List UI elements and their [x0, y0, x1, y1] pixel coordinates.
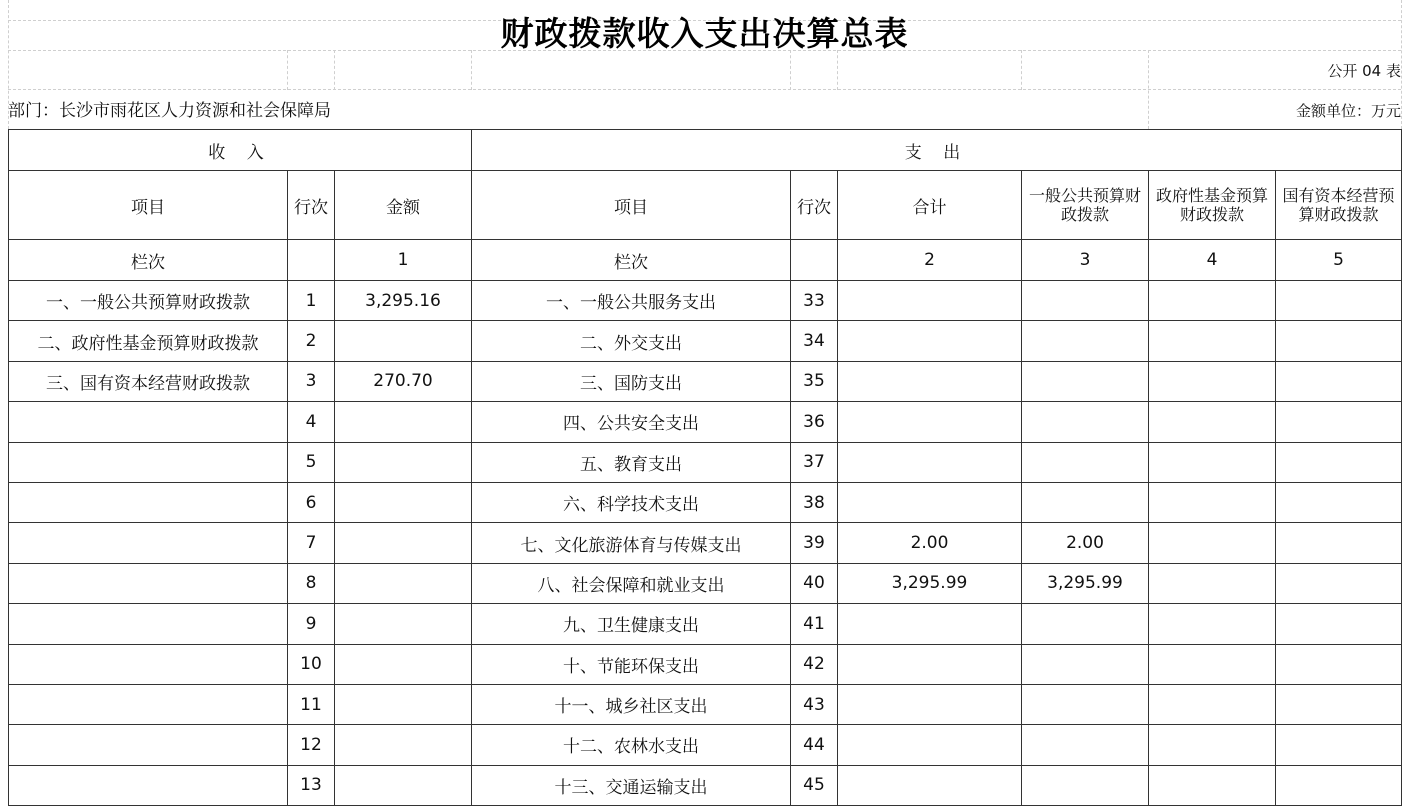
general-budget-cell[interactable] — [1022, 604, 1149, 644]
state-capital-cell[interactable] — [1276, 765, 1402, 805]
gridline — [8, 89, 1401, 90]
col-gov-fund[interactable]: 政府性基金预算财政拨款 — [1149, 171, 1276, 240]
gov-fund-cell[interactable] — [1149, 402, 1276, 442]
gov-fund-cell[interactable] — [1149, 604, 1276, 644]
income-row-no-cell[interactable]: 9 — [288, 604, 335, 644]
col-income-amount[interactable]: 金额 — [335, 171, 472, 240]
table-row — [9, 604, 1402, 644]
general-budget-cell[interactable] — [1022, 725, 1149, 765]
gov-fund-cell[interactable] — [1149, 523, 1276, 563]
department-label: 部门：长沙市雨花区人力资源和社会保障局 — [8, 101, 331, 121]
expense-row-no-cell[interactable]: 45 — [791, 765, 838, 805]
col-expense-row-no[interactable]: 行次 — [791, 171, 838, 240]
gridline — [334, 50, 335, 90]
table-row — [9, 442, 1402, 482]
general-budget-cell[interactable] — [1022, 684, 1149, 724]
expense-row-no-cell[interactable]: 34 — [791, 321, 838, 361]
income-amount-cell[interactable]: 270.70 — [335, 361, 472, 401]
income-item-cell[interactable] — [9, 725, 288, 765]
state-capital-cell[interactable] — [1276, 644, 1402, 684]
general-budget-cell[interactable] — [1022, 442, 1149, 482]
expense-row-no-cell[interactable]: 43 — [791, 684, 838, 724]
gridline — [471, 50, 472, 90]
table-row — [9, 765, 1402, 805]
income-amount-cell[interactable] — [335, 442, 472, 482]
income-item-cell[interactable] — [9, 523, 288, 563]
total-cell[interactable] — [838, 725, 1022, 765]
total-cell[interactable] — [838, 361, 1022, 401]
expense-row-no-cell[interactable]: 37 — [791, 442, 838, 482]
expense-row-no-cell[interactable]: 33 — [791, 281, 838, 321]
total-cell[interactable]: 2.00 — [838, 523, 1022, 563]
expense-item-cell[interactable]: 一、一般公共服务支出 — [472, 281, 791, 321]
state-capital-cell[interactable] — [1276, 361, 1402, 401]
expense-row-no-cell[interactable]: 39 — [791, 523, 838, 563]
income-row-no-cell[interactable]: 5 — [288, 442, 335, 482]
table-row — [9, 402, 1402, 442]
general-budget-cell[interactable] — [1022, 281, 1149, 321]
table-row — [9, 644, 1402, 684]
column-index-row — [9, 240, 1402, 281]
expense-item-cell[interactable]: 六、科学技术支出 — [472, 482, 791, 522]
income-row-no-cell[interactable]: 3 — [288, 361, 335, 401]
gov-fund-cell[interactable] — [1149, 765, 1276, 805]
income-amount-cell[interactable] — [335, 725, 472, 765]
report-title: 财政拨款收入支出决算总表 — [500, 14, 909, 53]
index-col-2[interactable]: 2 — [838, 240, 1022, 281]
income-row-no-cell[interactable]: 11 — [288, 684, 335, 724]
expense-item-cell[interactable]: 八、社会保障和就业支出 — [472, 563, 791, 603]
amount-unit-label: 金额单位：万元 — [1295, 102, 1401, 120]
income-row-no-cell[interactable]: 13 — [288, 765, 335, 805]
income-item-cell[interactable] — [9, 442, 288, 482]
state-capital-cell[interactable] — [1276, 684, 1402, 724]
index-cell[interactable] — [288, 240, 335, 281]
form-number: 公开 04 表 — [1327, 62, 1401, 80]
total-cell[interactable] — [838, 644, 1022, 684]
income-item-cell[interactable] — [9, 402, 288, 442]
state-capital-cell[interactable] — [1276, 442, 1402, 482]
income-item-cell[interactable] — [9, 563, 288, 603]
table-row — [9, 321, 1402, 361]
gov-fund-cell[interactable] — [1149, 684, 1276, 724]
income-amount-cell[interactable] — [335, 644, 472, 684]
col-total[interactable]: 合计 — [838, 171, 1022, 240]
table-row — [9, 523, 1402, 563]
total-cell[interactable] — [838, 281, 1022, 321]
gov-fund-cell[interactable] — [1149, 361, 1276, 401]
gov-fund-cell[interactable] — [1149, 321, 1276, 361]
gov-fund-cell[interactable] — [1149, 725, 1276, 765]
total-cell[interactable] — [838, 604, 1022, 644]
index-col-3[interactable]: 3 — [1022, 240, 1149, 281]
index-col-5[interactable]: 5 — [1276, 240, 1402, 281]
gov-fund-cell[interactable] — [1149, 442, 1276, 482]
index-income-label[interactable]: 栏次 — [9, 240, 288, 281]
gridline — [790, 50, 791, 90]
state-capital-cell[interactable] — [1276, 523, 1402, 563]
index-col-4[interactable]: 4 — [1149, 240, 1276, 281]
index-col-1[interactable]: 1 — [335, 240, 472, 281]
col-state-capital[interactable]: 国有资本经营预算财政拨款 — [1276, 171, 1402, 240]
expense-row-no-cell[interactable]: 42 — [791, 644, 838, 684]
income-amount-cell[interactable] — [335, 523, 472, 563]
expense-row-no-cell[interactable]: 36 — [791, 402, 838, 442]
general-budget-cell[interactable]: 2.00 — [1022, 523, 1149, 563]
income-item-cell[interactable]: 一、一般公共预算财政拨款 — [9, 281, 288, 321]
index-expense-label[interactable]: 栏次 — [472, 240, 791, 281]
income-row-no-cell[interactable]: 7 — [288, 523, 335, 563]
table-row — [9, 563, 1402, 603]
state-capital-cell[interactable] — [1276, 321, 1402, 361]
expense-section-header[interactable]: 支 出 — [472, 130, 1402, 171]
table-row — [9, 361, 1402, 401]
expense-row-no-cell[interactable]: 38 — [791, 482, 838, 522]
gov-fund-cell[interactable] — [1149, 563, 1276, 603]
state-capital-cell[interactable] — [1276, 482, 1402, 522]
expense-row-no-cell[interactable]: 35 — [791, 361, 838, 401]
table-row — [9, 725, 1402, 765]
general-budget-cell[interactable] — [1022, 361, 1149, 401]
gov-fund-cell[interactable] — [1149, 644, 1276, 684]
col-income-row-no[interactable]: 行次 — [288, 171, 335, 240]
income-amount-cell[interactable] — [335, 321, 472, 361]
income-item-cell[interactable] — [9, 765, 288, 805]
expense-row-no-cell[interactable]: 40 — [791, 563, 838, 603]
gov-fund-cell[interactable] — [1149, 281, 1276, 321]
total-cell[interactable] — [838, 442, 1022, 482]
income-row-no-cell[interactable]: 2 — [288, 321, 335, 361]
income-item-cell[interactable] — [9, 684, 288, 724]
income-amount-cell[interactable]: 3,295.16 — [335, 281, 472, 321]
income-amount-cell[interactable] — [335, 482, 472, 522]
income-item-cell[interactable] — [9, 482, 288, 522]
state-capital-cell[interactable] — [1276, 281, 1402, 321]
income-row-no-cell[interactable]: 12 — [288, 725, 335, 765]
expense-item-cell[interactable]: 二、外交支出 — [472, 321, 791, 361]
state-capital-cell[interactable] — [1276, 563, 1402, 603]
gridline — [837, 50, 838, 90]
income-row-no-cell[interactable]: 4 — [288, 402, 335, 442]
income-item-cell[interactable] — [9, 604, 288, 644]
total-cell[interactable] — [838, 765, 1022, 805]
column-header-row — [9, 171, 1402, 240]
expense-item-cell[interactable]: 十三、交通运输支出 — [472, 765, 791, 805]
table-row — [9, 684, 1402, 724]
state-capital-cell[interactable] — [1276, 725, 1402, 765]
table-row — [9, 482, 1402, 522]
general-budget-cell[interactable] — [1022, 482, 1149, 522]
col-general-budget[interactable]: 一般公共预算财政拨款 — [1022, 171, 1149, 240]
expense-item-cell[interactable]: 九、卫生健康支出 — [472, 604, 791, 644]
col-expense-item[interactable]: 项目 — [472, 171, 791, 240]
index-cell[interactable] — [791, 240, 838, 281]
expense-item-cell[interactable]: 十二、农林水支出 — [472, 725, 791, 765]
income-amount-cell[interactable] — [335, 402, 472, 442]
finance-summary-table — [8, 129, 1402, 806]
expense-item-cell[interactable]: 五、教育支出 — [472, 442, 791, 482]
income-amount-cell[interactable] — [335, 604, 472, 644]
income-item-cell[interactable]: 三、国有资本经营财政拨款 — [9, 361, 288, 401]
expense-item-cell[interactable]: 十、节能环保支出 — [472, 644, 791, 684]
gridline — [1148, 50, 1149, 129]
expense-item-cell[interactable]: 七、文化旅游体育与传媒支出 — [472, 523, 791, 563]
income-row-no-cell[interactable]: 10 — [288, 644, 335, 684]
section-header-row — [9, 130, 1402, 171]
income-row-no-cell[interactable]: 1 — [288, 281, 335, 321]
total-cell[interactable]: 3,295.99 — [838, 563, 1022, 603]
total-cell[interactable] — [838, 321, 1022, 361]
general-budget-cell[interactable]: 3,295.99 — [1022, 563, 1149, 603]
expense-item-cell[interactable]: 十一、城乡社区支出 — [472, 684, 791, 724]
total-cell[interactable] — [838, 402, 1022, 442]
gridline — [287, 50, 288, 90]
income-row-no-cell[interactable]: 6 — [288, 482, 335, 522]
table-row — [9, 281, 1402, 321]
general-budget-cell[interactable] — [1022, 765, 1149, 805]
state-capital-cell[interactable] — [1276, 402, 1402, 442]
table-body — [9, 281, 1402, 806]
total-cell[interactable] — [838, 482, 1022, 522]
income-amount-cell[interactable] — [335, 684, 472, 724]
expense-item-cell[interactable]: 四、公共安全支出 — [472, 402, 791, 442]
general-budget-cell[interactable] — [1022, 644, 1149, 684]
income-row-no-cell[interactable]: 8 — [288, 563, 335, 603]
gridline — [1021, 50, 1022, 90]
expense-item-cell[interactable]: 三、国防支出 — [472, 361, 791, 401]
income-item-cell[interactable] — [9, 644, 288, 684]
income-amount-cell[interactable] — [335, 563, 472, 603]
income-amount-cell[interactable] — [335, 765, 472, 805]
col-income-item[interactable]: 项目 — [9, 171, 288, 240]
gov-fund-cell[interactable] — [1149, 482, 1276, 522]
general-budget-cell[interactable] — [1022, 321, 1149, 361]
total-cell[interactable] — [838, 684, 1022, 724]
expense-row-no-cell[interactable]: 44 — [791, 725, 838, 765]
income-item-cell[interactable]: 二、政府性基金预算财政拨款 — [9, 321, 288, 361]
expense-row-no-cell[interactable]: 41 — [791, 604, 838, 644]
income-section-header[interactable]: 收 入 — [9, 130, 472, 171]
state-capital-cell[interactable] — [1276, 604, 1402, 644]
general-budget-cell[interactable] — [1022, 402, 1149, 442]
